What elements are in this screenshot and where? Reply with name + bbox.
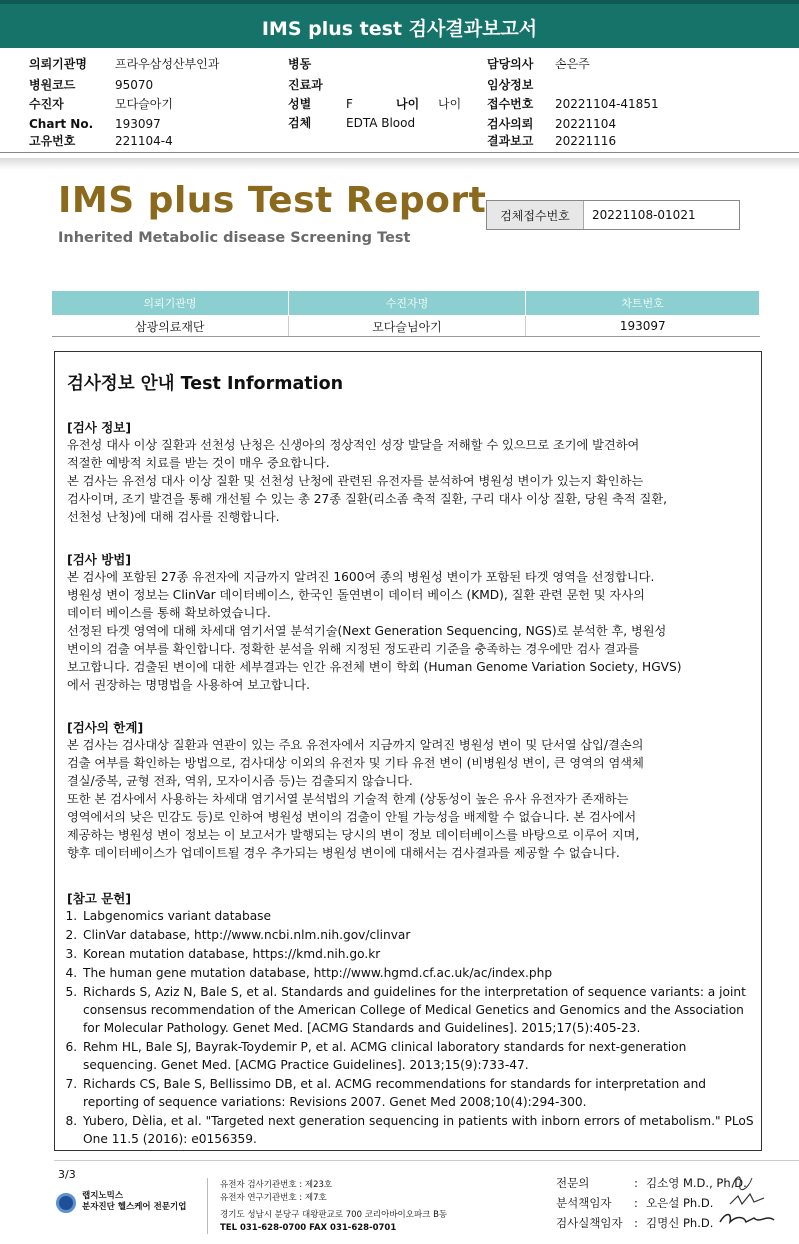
header-title: IMS plus test 검사결과보고서 (261, 18, 538, 40)
field-value: 95070 (115, 78, 154, 92)
sex-row (288, 97, 461, 111)
paragraph-line: 검사이며, 조기 발견을 통해 개선될 수 있는 총 27종 질환(리소좀 축적 질환, 구리 대사 이상 질환, 당원 축적 질환, (67, 492, 667, 506)
signer-name: 김소영 M.D., Ph.D. (646, 1176, 747, 1190)
unique-no-row (29, 134, 173, 148)
report-title: IMS plus Test Report (58, 180, 487, 221)
section-limits-heading: [검사의 한계] (67, 720, 144, 735)
field-value: 손은주 (555, 57, 590, 71)
field-label: 검사의뢰 (487, 117, 534, 131)
field-value: 프라우삼성산부인과 (115, 57, 220, 71)
field-value: 모다슬아기 (115, 97, 173, 111)
col-header-institution: 의뢰기관명 (52, 291, 289, 316)
field-value: 20221104 (555, 117, 617, 131)
paragraph-line: 본 검사는 유전성 대사 이상 질환 및 선천성 난청에 관련된 유전자를 분석하여 병원성 변이가 있는지 확인하는 (67, 474, 644, 488)
clinical-info-row (487, 78, 555, 92)
doctor-row (487, 57, 590, 71)
signer-role: 전문의 (556, 1176, 590, 1190)
page-number: 3/3 (58, 1168, 76, 1181)
list-item: 8. Yubero, Dèlia, et al. "Targeted next generation sequencing in patients with inborn errors of metabolism." PLoS One 11.5 (2016): e0156359. (81, 1112, 761, 1148)
ward-row (288, 57, 346, 71)
field-label: 고유번호 (29, 134, 76, 148)
lab-license-no: 유전자 검사기관번호 : 제23호 (220, 1180, 333, 1190)
list-item: 1. Labgenomics variant database (81, 907, 761, 925)
field-label: 접수번호 (487, 97, 534, 111)
field-label: 병원코드 (29, 78, 76, 92)
patient-info-table (51, 290, 760, 337)
chart-no-row (29, 117, 161, 131)
paragraph-line: 영역에서의 낮은 민감도 등)로 인하여 병원성 변이의 검출이 안될 가능성을 배제할 수 없습니다. 본 검사에서 (67, 810, 637, 824)
paragraph-line: 데이터 베이스를 통해 확보하였습니다. (67, 606, 271, 620)
field-label: 수진자 (29, 97, 64, 111)
report-subtitle: Inherited Metabolic disease Screening Test (58, 230, 411, 246)
paragraph-line: 선천성 난청)에 대해 검사를 진행합니다. (67, 510, 280, 524)
reference-list (67, 907, 761, 1149)
field-label: 임상정보 (487, 78, 534, 92)
hospital-code-row (29, 78, 153, 92)
paragraph-line: 향후 데이터베이스가 업데이트될 경우 추가되는 병원성 변이에 대해서는 검사결과를 제공할 수 없습니다. (67, 846, 620, 860)
cell-patient: 모다슬님아기 (289, 316, 526, 337)
cell-chart: 193097 (526, 316, 760, 337)
signer-role: 분석책임자 (556, 1196, 612, 1210)
header-divider (0, 152, 799, 153)
section-limits-body (67, 736, 757, 862)
paragraph-line: 보고합니다. 검출된 변이에 대한 세부결과는 인간 유전체 변이 학회 (Human Genome Variation Society, HGVS) (67, 660, 682, 674)
patient-name-row (29, 97, 173, 111)
page-tear-shadow (0, 158, 799, 170)
report-header-bar (0, 0, 799, 48)
footer-separator (207, 1178, 208, 1234)
receipt-no-row (487, 97, 659, 111)
paragraph-line: 변이의 검출 여부를 확인합니다. 정확한 분석을 위해 지정된 정도관리 기준을 충족하는 경우에만 검사 결과를 (67, 642, 640, 656)
table-row (52, 316, 760, 337)
field-label: 진료과 (288, 78, 323, 92)
paragraph-line: 결실/중복, 균형 전좌, 역위, 모자이시즘 등)는 검출되지 않습니다. (67, 774, 413, 788)
paragraph-line: 적절한 예방적 치료를 받는 것이 매우 중요합니다. (67, 456, 330, 470)
cell-institution: 삼광의료재단 (52, 316, 289, 337)
signer-lab-director: 검사실책임자 : 김명신 Ph.D. (556, 1216, 714, 1230)
paragraph-line: 본 검사는 검사대상 질환과 연관이 있는 주요 유전자에서 지금까지 알려진 병원성 변이 및 단서열 삽입/결손의 (67, 738, 644, 752)
signer-specialist: 전문의 : 김소영 M.D., Ph.D. (556, 1176, 747, 1190)
section-references-heading: [참고 문헌] (67, 891, 132, 906)
field-label: 결과보고 (487, 134, 534, 148)
list-item: 5. Richards S, Aziz N, Bale S, et al. Standards and guidelines for the interpretation of sequence variants: a joint consensus recommendation of the American College of Medical Genetics and Genomics and the Association for Molecular Pathology. Genet Med. [ACMG Standards and Guidelines]. 2015;17(5):405-23. (81, 983, 761, 1037)
company-name-line: 랩지노믹스 (82, 1191, 124, 1201)
specimen-row (288, 116, 415, 130)
test-information-box (54, 351, 762, 1151)
signature-mark-3 (716, 1208, 778, 1230)
lab-address: 경기도 성남시 분당구 대왕판교로 700 코리아바이오파크 B동 (220, 1210, 448, 1220)
list-item: 7. Richards CS, Bale S, Bellissimo DB, et al. ACMG recommendations for standards for interpretation and reporting of sequence variations: Revisions 2007. Genet Med 2008;10(4):294-300. (81, 1075, 761, 1111)
footer-divider (54, 1160, 799, 1161)
table-header-row (52, 291, 760, 316)
paragraph-line: 유전성 대사 이상 질환과 선천성 난청은 신생아의 정상적인 성장 발달을 저해할 수 있으므로 조기에 발견하여 (67, 438, 640, 452)
paragraph-line: 또한 본 검사에서 사용하는 차세대 염기서열 분석법의 기술적 한계 (상동성이 높은 유사 유전자가 존재하는 (67, 792, 629, 806)
company-logo-icon (56, 1193, 76, 1213)
field-value: 193097 (115, 117, 161, 131)
research-license-no: 유전자 연구기관번호 : 제7호 (220, 1193, 327, 1203)
test-info-title: 검사정보 안내 Test Information (67, 374, 344, 394)
field-value: F (346, 97, 353, 111)
department-row (288, 78, 346, 92)
signer-name: 오은설 Ph.D. (646, 1196, 714, 1210)
list-item: 3. Korean mutation database, https://kmd.nih.go.kr (81, 945, 761, 963)
specimen-receipt-value: 20221108-01021 (592, 208, 696, 222)
field-label: 검체 (288, 116, 312, 130)
section-method-body (67, 568, 757, 694)
paragraph-line: 제공하는 병원성 변이 정보는 이 보고서가 발행되는 당시의 변이 정보 데이터베이스를 바탕으로 이루어 지며, (67, 828, 640, 842)
signature-mark-2 (728, 1190, 768, 1210)
company-tagline: 분자진단 헬스케어 전문기업 (82, 1202, 187, 1212)
hospital-name-row (29, 57, 219, 71)
lab-contact: TEL 031-628-0700 FAX 031-628-0701 (220, 1223, 397, 1233)
paragraph-line: 본 검사에 포함된 27종 유전자에 지금까지 알려진 1600여 종의 병원성 변이가 포함된 타겟 영역을 선정합니다. (67, 570, 655, 584)
field-value: 20221116 (555, 134, 617, 148)
specimen-receipt-box (486, 200, 740, 230)
list-item: 6. Rehm HL, Bale SJ, Bayrak-Toydemir P, et al. ACMG clinical laboratory standards for next-generation sequencing. Genet Med. [ACMG Practice Guidelines]. 2013;15(9):733-47. (81, 1038, 761, 1074)
report-date-row (487, 134, 616, 148)
field-label: 담당의사 (487, 57, 534, 71)
section-method-heading: [검사 방법] (67, 552, 132, 567)
col-header-patient: 수진자명 (289, 291, 526, 316)
paragraph-line: 에서 권장하는 명명법을 사용하여 보고합니다. (67, 678, 311, 692)
paragraph-line: 선정된 타겟 영역에 대해 차세대 염기서열 분석기술(Next Generation Sequencing, NGS)로 분석한 후, 병원성 (67, 624, 667, 638)
paragraph-line: 병원성 변이 정보는 ClinVar 데이터베이스, 한국인 돌연변이 데이터 베이스 (KMD), 질환 관련 문헌 및 자사의 (67, 588, 645, 602)
paragraph-line: 검출 여부를 확인하는 방법으로, 검사대상 이외의 유전자 및 기타 유전 변이 (비병원성 변이, 큰 영역의 염색체 (67, 756, 644, 770)
section-test-info-body (67, 436, 757, 526)
field-value: 20221104-41851 (555, 97, 659, 111)
field-label: Chart No. (29, 117, 94, 131)
list-item: 4. The human gene mutation database, http://www.hgmd.cf.ac.uk/ac/index.php (81, 964, 761, 982)
signer-analyst: 분석책임자 : 오은설 Ph.D. (556, 1196, 714, 1210)
field-value: 221104-4 (115, 134, 173, 148)
request-date-row (487, 117, 616, 131)
company-name (82, 1191, 186, 1213)
signer-role: 검사실책임자 (556, 1216, 623, 1230)
signer-name: 김명신 Ph.D. (646, 1216, 714, 1230)
field-label: 의뢰기관명 (29, 57, 87, 71)
field-value: EDTA Blood (346, 116, 416, 130)
age-label: 나이 (396, 97, 420, 111)
col-header-chart: 차트번호 (526, 291, 760, 316)
specimen-receipt-label: 검체접수번호 (487, 201, 584, 229)
field-label: 병동 (288, 57, 312, 71)
field-label: 성별 (288, 97, 312, 111)
list-item: 2. ClinVar database, http://www.ncbi.nlm.nih.gov/clinvar (81, 926, 761, 944)
age-value: 나이 (438, 97, 462, 111)
section-test-info-heading: [검사 정보] (67, 420, 132, 435)
